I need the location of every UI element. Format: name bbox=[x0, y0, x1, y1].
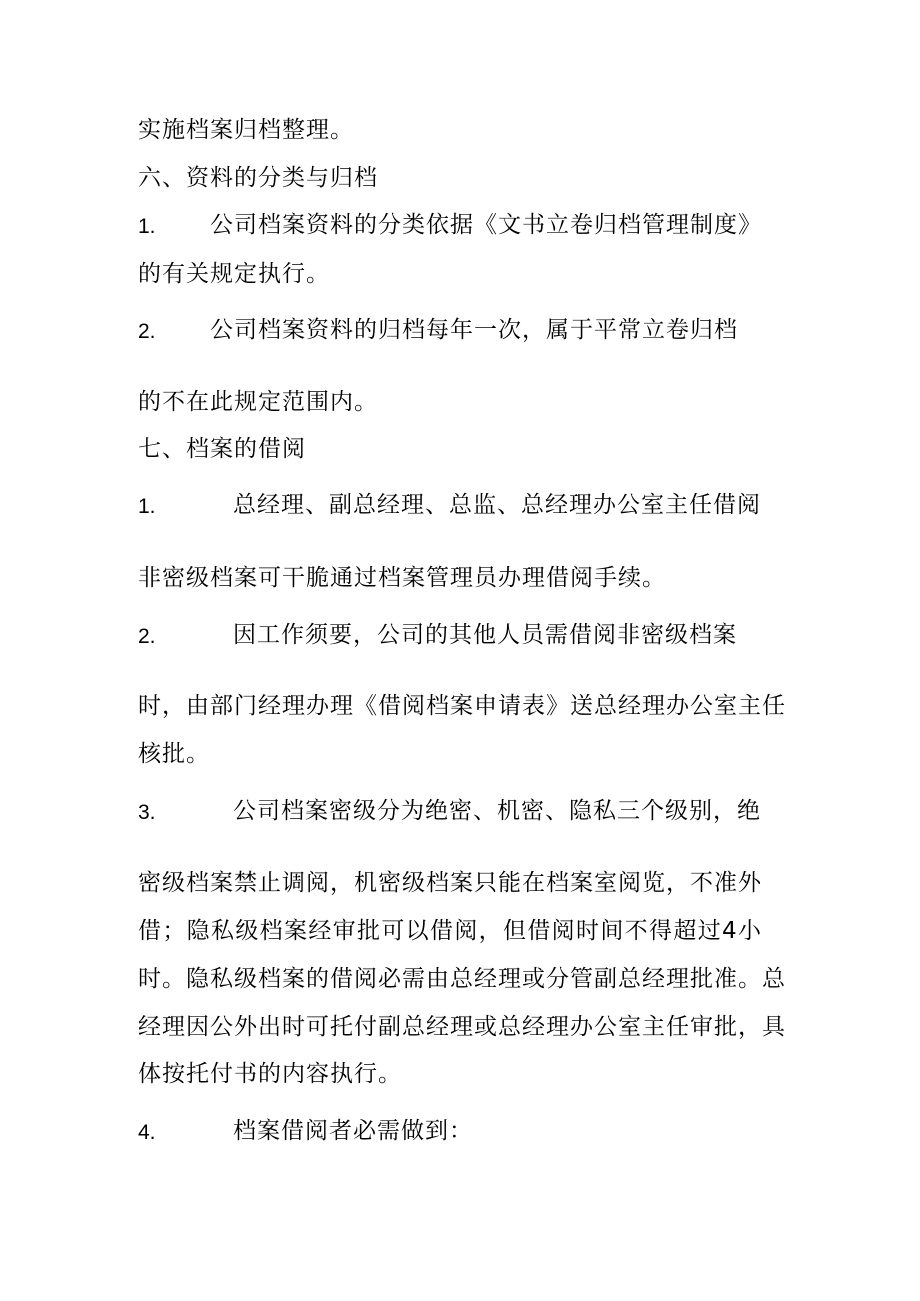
text-line: 的不在此规定范围内。 bbox=[138, 389, 378, 415]
text-line: 经理因公外出时可托付副总经理或总经理办公室主任审批，具 bbox=[138, 1014, 786, 1040]
item-number: 2. bbox=[138, 320, 156, 343]
text-line: 档案借阅者必需做到： bbox=[233, 1118, 473, 1144]
section-heading: 七、档案的借阅 bbox=[138, 436, 306, 462]
text-line: 因工作须要，公司的其他人员需借阅非密级档案 bbox=[233, 622, 737, 648]
text-line: 公司档案资料的归档每年一次，属于平常立卷归档 bbox=[210, 317, 738, 343]
text-line: 时，由部门经理办理《借阅档案申请表》送总经理办公室主任 bbox=[138, 693, 786, 719]
item-number: 1. bbox=[138, 215, 156, 238]
text-line: 时。隐私级档案的借阅必需由总经理或分管副总经理批准。总 bbox=[138, 966, 786, 992]
item-number: 3. bbox=[138, 801, 156, 824]
text-line: 体按托付书的内容执行。 bbox=[138, 1061, 402, 1087]
item-number: 2. bbox=[138, 625, 156, 648]
text-line: 公司档案资料的分类依据《文书立卷归档管理制度》 bbox=[210, 212, 762, 238]
text-line: 的有关规定执行。 bbox=[138, 261, 330, 287]
text-line: 总经理、副总经理、总监、总经理办公室主任借阅 bbox=[233, 492, 761, 518]
text-line: 借；隐私级档案经审批可以借阅，但借阅时间不得超过4小 bbox=[138, 918, 762, 944]
item-number: 1. bbox=[138, 495, 156, 518]
item-number: 4. bbox=[138, 1121, 156, 1144]
text-line: 核批。 bbox=[138, 741, 210, 767]
text-line: 密级档案禁止调阅，机密级档案只能在档案室阅览，不准外 bbox=[138, 870, 762, 896]
text-line: 非密级档案可干脆通过档案管理员办理借阅手续。 bbox=[138, 565, 666, 591]
text-line: 公司档案密级分为绝密、机密、隐私三个级别，绝 bbox=[233, 798, 761, 824]
section-heading: 六、资料的分类与归档 bbox=[138, 165, 378, 191]
text-line: 实施档案归档整理。 bbox=[138, 117, 354, 143]
